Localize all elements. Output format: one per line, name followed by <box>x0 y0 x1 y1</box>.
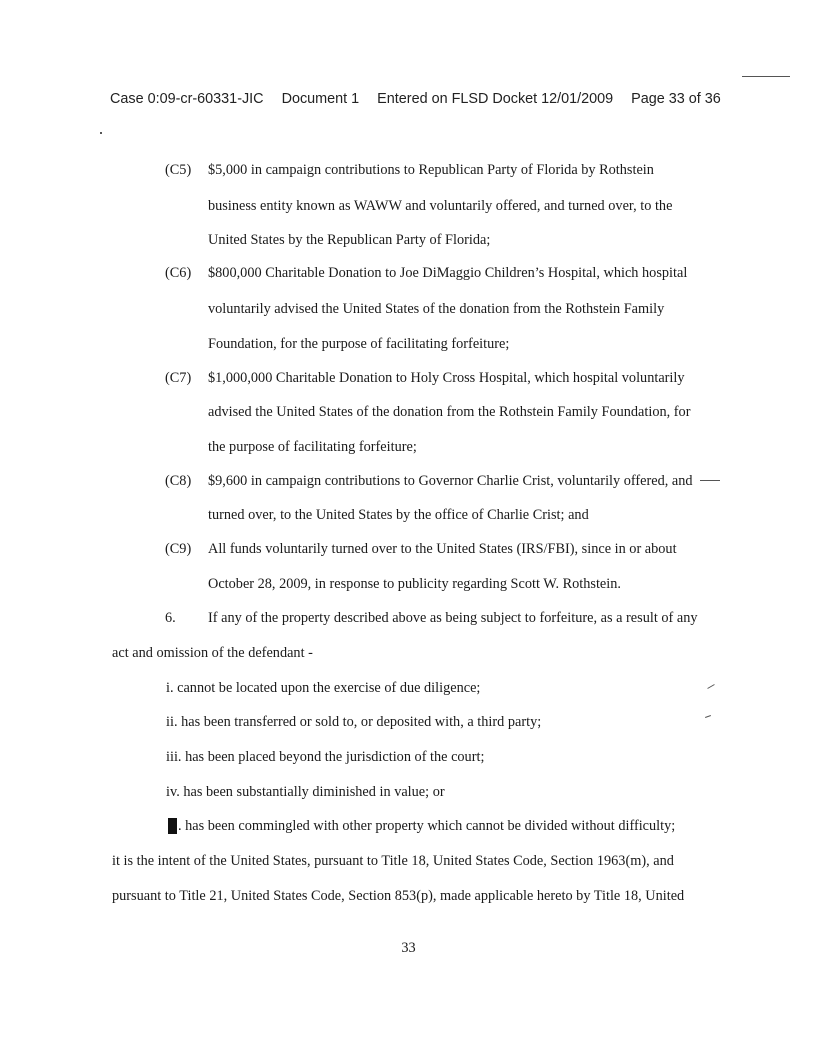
item-label: (C9) <box>165 541 192 557</box>
item-line: All funds voluntarily turned over to the United States (IRS/FBI), since in or about <box>208 541 677 557</box>
item-line: business entity known as WAWW and voluntarily offered, and turned over, to the <box>208 198 673 214</box>
condition-item: i. cannot be located upon the exercise of due diligence; <box>166 680 481 696</box>
item-line: $1,000,000 Charitable Donation to Holy Cross Hospital, which hospital voluntarily <box>208 370 685 386</box>
item-line: Foundation, for the purpose of facilitating forfeiture; <box>208 336 510 352</box>
item-label: (C6) <box>165 265 192 281</box>
item-line: turned over, to the United States by the office of Charlie Crist; and <box>208 507 589 523</box>
case-number: Case 0:09-cr-60331-JIC <box>110 91 264 107</box>
scan-artifact <box>705 715 711 718</box>
docket-header <box>110 91 750 107</box>
scan-artifact <box>707 684 714 689</box>
paragraph-number: 6. <box>165 610 176 626</box>
item-label: (C7) <box>165 370 192 386</box>
item-line: the purpose of facilitating forfeiture; <box>208 439 417 455</box>
paragraph-line: If any of the property described above as being subject to forfeiture, as a result of any <box>208 610 698 626</box>
item-line: advised the United States of the donation from the Rothstein Family Foundation, for <box>208 404 691 420</box>
page-number: 33 <box>401 940 416 956</box>
closing-line: it is the intent of the United States, pursuant to Title 18, United States Code, Section 1963(m), and <box>112 853 674 869</box>
redaction-mark <box>168 818 177 834</box>
condition-item: iv. has been substantially diminished in value; or <box>166 784 445 800</box>
condition-item: ii. has been transferred or sold to, or deposited with, a third party; <box>166 714 542 730</box>
page-indicator: Page 33 of 36 <box>631 91 721 107</box>
scan-artifact <box>700 480 720 481</box>
item-line: $9,600 in campaign contributions to Governor Charlie Crist, voluntarily offered, and <box>208 473 693 489</box>
closing-line: pursuant to Title 21, United States Code, Section 853(p), made applicable hereto by Title 18, United <box>112 888 685 904</box>
document-number: Document 1 <box>281 91 360 107</box>
item-line: United States by the Republican Party of Florida; <box>208 232 491 248</box>
entered-date: Entered on FLSD Docket 12/01/2009 <box>377 91 614 107</box>
scan-artifact <box>100 132 102 134</box>
condition-item: . has been commingled with other property which cannot be divided without difficulty; <box>178 818 676 834</box>
item-line: $800,000 Charitable Donation to Joe DiMaggio Children’s Hospital, which hospital <box>208 265 688 281</box>
paragraph-line: act and omission of the defendant - <box>112 645 313 661</box>
scan-artifact <box>742 76 790 77</box>
item-label: (C8) <box>165 473 192 489</box>
item-line: voluntarily advised the United States of the donation from the Rothstein Family <box>208 301 665 317</box>
condition-item: iii. has been placed beyond the jurisdiction of the court; <box>166 749 485 765</box>
item-line: $5,000 in campaign contributions to Republican Party of Florida by Rothstein <box>208 162 654 178</box>
item-label: (C5) <box>165 162 192 178</box>
item-line: October 28, 2009, in response to publicity regarding Scott W. Rothstein. <box>208 576 621 592</box>
